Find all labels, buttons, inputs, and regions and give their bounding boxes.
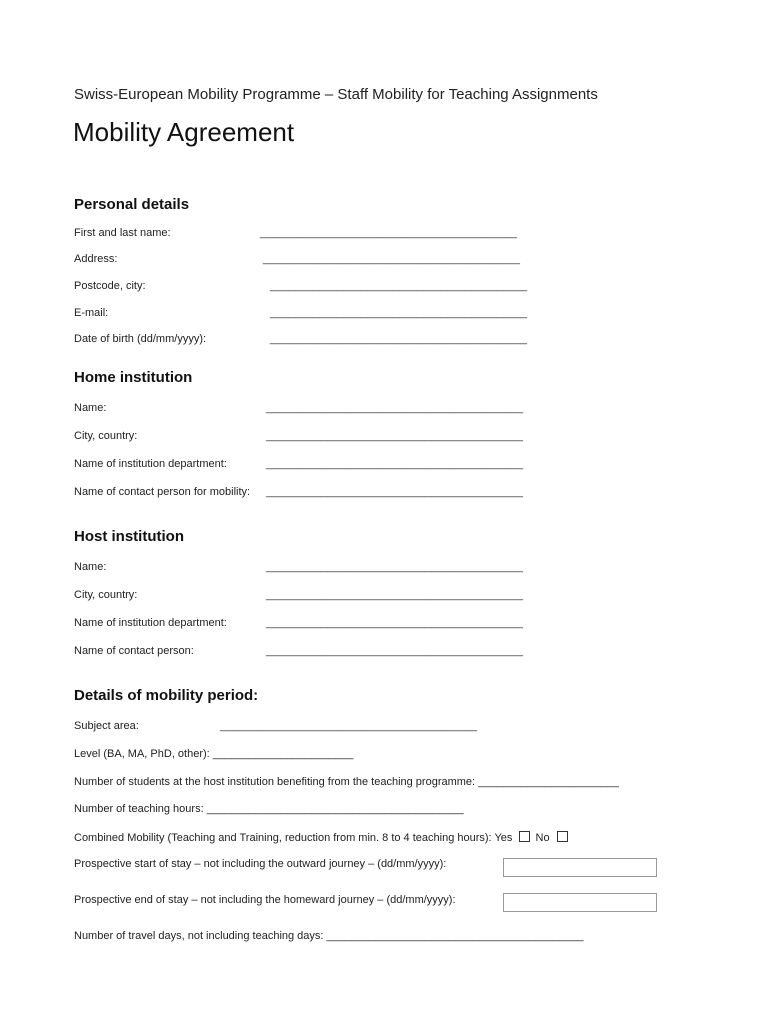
field-home-city-country[interactable]: __________________________________________ bbox=[266, 430, 523, 442]
page-title: Mobility Agreement bbox=[73, 117, 295, 147]
row-combined-mobility bbox=[74, 831, 570, 844]
field-host-contact-person[interactable]: __________________________________________ bbox=[266, 645, 523, 657]
label-host-city-country: City, country: bbox=[74, 589, 138, 601]
label-date-of-birth: Date of birth (dd/mm/yyyy): bbox=[74, 333, 207, 345]
field-home-contact-person[interactable]: __________________________________________ bbox=[266, 486, 523, 498]
field-host-name[interactable]: __________________________________________ bbox=[266, 561, 523, 573]
field-teaching-hours[interactable]: __________________________________________ bbox=[206, 803, 464, 815]
label-travel-days: Number of travel days, not including teaching days: bbox=[74, 930, 324, 942]
label-start-of-stay: Prospective start of stay – not including the outward journey – (dd/mm/yyyy): bbox=[74, 858, 447, 870]
label-host-contact-person: Name of contact person: bbox=[74, 645, 194, 657]
label-first-last-name: First and last name: bbox=[74, 227, 171, 239]
field-email[interactable]: __________________________________________ bbox=[270, 307, 527, 319]
label-host-name: Name: bbox=[74, 561, 107, 573]
label-level: Level (BA, MA, PhD, other): bbox=[74, 748, 210, 760]
label-email: E-mail: bbox=[74, 307, 109, 319]
field-home-department[interactable]: __________________________________________ bbox=[266, 458, 523, 470]
field-first-last-name[interactable]: __________________________________________ bbox=[260, 227, 517, 239]
programme-subtitle: Swiss-European Mobility Programme – Staff Mobility for Teaching Assignments bbox=[74, 86, 598, 103]
checkbox-yes[interactable] bbox=[519, 831, 530, 842]
row-travel-days bbox=[74, 930, 584, 942]
section-home-institution: Home institution bbox=[74, 369, 193, 386]
field-date-of-birth[interactable]: __________________________________________ bbox=[270, 333, 527, 345]
label-postcode-city: Postcode, city: bbox=[74, 280, 146, 292]
field-host-city-country[interactable]: __________________________________________ bbox=[266, 589, 523, 601]
field-students[interactable]: _______________________ bbox=[478, 776, 619, 788]
label-teaching-hours: Number of teaching hours: bbox=[74, 803, 204, 815]
label-combined-mobility: Combined Mobility (Teaching and Training, reduction from min. 8 to 4 teaching hours): bbox=[74, 832, 492, 844]
label-host-department: Name of institution department: bbox=[74, 617, 227, 629]
checkbox-no[interactable] bbox=[557, 831, 568, 842]
start-of-stay-input[interactable] bbox=[503, 858, 657, 877]
label-subject-area: Subject area: bbox=[74, 720, 139, 732]
field-host-department[interactable]: __________________________________________ bbox=[266, 617, 523, 629]
section-host-institution: Host institution bbox=[74, 528, 184, 545]
section-mobility-period: Details of mobility period: bbox=[74, 687, 259, 704]
row-teaching-hours bbox=[74, 803, 464, 815]
label-home-name: Name: bbox=[74, 402, 107, 414]
field-home-name[interactable]: __________________________________________ bbox=[266, 402, 523, 414]
label-no: No bbox=[535, 832, 550, 844]
label-students: Number of students at the host institution benefiting from the teaching programme: bbox=[74, 776, 476, 788]
field-address[interactable]: __________________________________________ bbox=[263, 253, 520, 265]
field-subject-area[interactable]: __________________________________________ bbox=[220, 720, 477, 732]
row-level bbox=[74, 748, 354, 760]
label-end-of-stay: Prospective end of stay – not including the homeward journey – (dd/mm/yyyy): bbox=[74, 894, 456, 906]
end-of-stay-input[interactable] bbox=[503, 893, 657, 912]
label-home-city-country: City, country: bbox=[74, 430, 138, 442]
label-home-department: Name of institution department: bbox=[74, 458, 227, 470]
row-students bbox=[74, 776, 619, 788]
field-travel-days[interactable]: __________________________________________ bbox=[326, 930, 584, 942]
section-personal-details: Personal details bbox=[74, 196, 190, 213]
field-postcode-city[interactable]: __________________________________________ bbox=[270, 280, 527, 292]
label-yes: Yes bbox=[494, 832, 513, 844]
label-home-contact-person: Name of contact person for mobility: bbox=[74, 486, 251, 498]
field-level[interactable]: _______________________ bbox=[212, 748, 354, 760]
label-address: Address: bbox=[74, 253, 118, 265]
